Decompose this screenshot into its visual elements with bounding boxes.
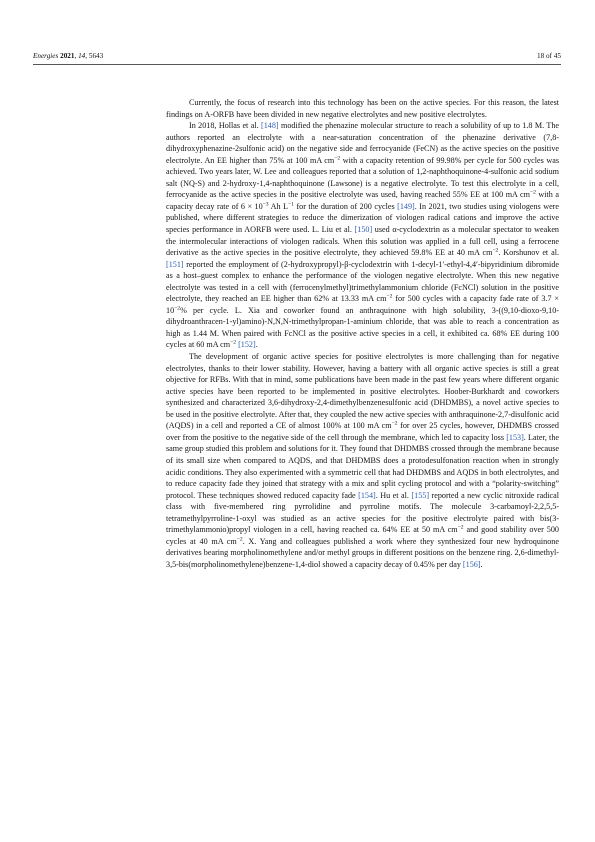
text-run: . Later, the same group studied this problem and solutions for it. They found that DHDMBS crossed through the membrane because of its small size when compared to AQDS, and that DHDMBS does a protodesulfonation reaction when in strongly acidic conditions. They also experimented with a symmetric cell that had DHDMBS and AQDS in both electrolytes, and to reduce capacity fade they joined that strategy with a mix and split cycling protocol and with a “polarity-switching” protocol. These techniques showed reduced capacity fade — [166, 432, 559, 500]
citation-link[interactable]: [155] — [411, 490, 430, 500]
text-run: with a capacity decay rate of 6 × 10 — [166, 190, 559, 211]
text-run: and good stability over 500 cycles at 40 mA cm — [166, 525, 559, 546]
citation-link[interactable]: [153] — [506, 432, 524, 442]
text-run: for 500 cycles with a capacity fade rate of 3.7 × 10 — [166, 294, 559, 315]
text-run: . — [255, 340, 258, 350]
text-run: for the duration of 200 cycles — [293, 201, 398, 211]
text-run: % per cycle. L. Xia and coworker found an anthraquinone with high solubility, 3-((9,10-dioxo-9,10-dihydroanthracen-1-yl)amino)-N,N,N-trimethylpropan-1-aminium chloride, that was able to reach a concentration as high as 1.44 M. When paired with FcNCl as the positive active species in a cell, it exhibited ca. 68% EE during 100 cycles at 60 mA cm — [166, 305, 559, 350]
text-run: . — [480, 559, 483, 569]
superscript: −2 — [492, 247, 499, 254]
text-run: modified the phenazine molecular structure to reach a solubility of up to 1.8 M. The authors reported an electrolyte with a near-saturation concentration of the phenazine derivative (7,8-dihydroxyphenazine-2sulfonic acid) on the negative side and ferrocyanide (FeCN) as the active species on the positive electrolyte. An EE higher than 75% at 100 mA cm — [166, 121, 559, 165]
citation-link[interactable]: [154] — [358, 490, 376, 500]
text-run: for over 25 cycles, however, DHDMBS crossed over from the positive to the negative side of the cell through the membrane, which led to capacity loss — [166, 421, 559, 442]
paragraph — [166, 97, 559, 120]
text-run: Currently, the focus of research into this technology has been on the active species. For this reason, the latest findings on A-ORFB have been divided in new negative electrolytes and new positive electrolytes. — [166, 98, 559, 119]
text-run: . In 2021, two studies using viologens were published, where different strategies to reduce the dimerization of viologen radical cations and improve the active species performance in AORFB were used. L. Liu et al. — [166, 201, 559, 235]
superscript: −2 — [236, 536, 243, 543]
text-run: Ah L — [268, 201, 289, 211]
page-number: 18 of 45 — [537, 52, 561, 60]
citation-link[interactable]: [151] — [166, 259, 184, 269]
superscript: −3 — [262, 201, 269, 208]
journal-citation: Energies 2021, 14, 5643 — [33, 52, 104, 60]
superscript: −2 — [386, 293, 393, 300]
journal-year: 2021 — [60, 52, 75, 60]
citation-link[interactable]: [152] — [238, 340, 256, 350]
superscript: −1 — [288, 201, 294, 208]
citation-link[interactable]: [148] — [261, 121, 279, 131]
body-text — [166, 97, 559, 570]
superscript: −2 — [230, 339, 237, 346]
superscript: −2 — [457, 524, 464, 531]
paragraph — [166, 120, 559, 351]
superscript: −2 — [391, 420, 398, 427]
journal-name: Energies — [33, 52, 59, 60]
text-run: In 2018, Hollas et al. — [189, 121, 262, 131]
text-run: reported the employment of (2-hydroxypropyl)-β-cyclodextrin with 1-decyl-1′-ethyl-4,4′-bipyridinium dibromide as a host–guest complex to enhance the performance of the viologen negative electrolyte. When this new negative electrolyte was tested in a cell with (ferrocenylmethyl)trimethylammonium chloride (FcNCl) solution in the positive electrolyte, they reached an EE higher than 62% at 13.33 mA cm — [166, 259, 559, 304]
citation-link[interactable]: [156] — [462, 559, 481, 569]
superscript: −2 — [174, 305, 181, 312]
text-run: The development of organic active species for positive electrolytes is more challenging than for negative electrolytes, thanks to their lower stability. However, having a battery with all organic active species is still a great objective for RFBs. With that in mind, some publications have been made in the past few years where different organic active species have been reported to be implemented in positive electrolytes. Hoober-Burkhardt and coworkers synthesized and characterized 3,6-dihydroxy-2,4-dimethylbenzenesulfonic acid (DHDMBS), a novel active species to be used in the positive electrolyte. After that, they coupled the new active species with anthraquinone-2,7-disulfonic acid (AQDS) in a cell and reported a CE of almost 100% at 100 mA cm — [166, 352, 559, 431]
text-run: . Hu et al. — [375, 490, 412, 500]
citation-link[interactable]: [150] — [354, 225, 373, 235]
text-run: reported a new cyclic nitroxide radical class with five-membered ring pyrrolidine and pyrroline motifs. The molecule 3-carbamoyl-2,2,5,5-tetramethylpyrroline-1-oxyl was studied as an active species for the positive electrolyte paired with bis(3-trimethylammonio)propyl viologen in a cell, having reached ca. 64% EE at 50 mA cm — [166, 490, 560, 535]
paragraph — [166, 351, 559, 570]
text-run: . Korshunov et al. — [498, 248, 559, 258]
superscript: −2 — [529, 189, 536, 196]
running-header — [33, 52, 561, 64]
article-number: 5643 — [88, 52, 104, 60]
citation-link[interactable]: [149] — [397, 201, 415, 211]
text-run: . X. Yang and colleagues published a work where they synthesized four new hydroquinone derivatives bearing morpholinomethylene and/or methyl groups in different positions on the benzene ring. 2,6-dimethyl-3,5-bis(morpholinomethylene)benzene-1,4-diol showed a capacity decay of 0.45% per day — [166, 536, 559, 569]
journal-volume: 14 — [78, 52, 86, 60]
text-run: with a capacity retention of 99.98% per cycle for 500 cycles was achieved. Two years later, W. Lee and colleagues reported that a solution of 1,2-naphthoquinone-4-sulfonic acid sodium salt (NQ-S) and 2-hydroxy-1,4-naphthoquinone (Lawsone) is a negative electrolyte. To test this electrolyte in a cell, ferrocyanide as the active species in the positive electrolyte was used, having reached 55% EE at 100 mA cm — [166, 155, 559, 200]
superscript: −2 — [334, 155, 341, 162]
text-run: used α-cyclodextrin as a molecular spectator to weaken the intermolecular interactions of viologen radicals. When this solution was applied in a full cell, using a ferrocene derivative as the active species in the positive electrolyte, they achieved 59.8% EE at 40 mA cm — [166, 225, 559, 258]
header-rule — [33, 64, 561, 65]
